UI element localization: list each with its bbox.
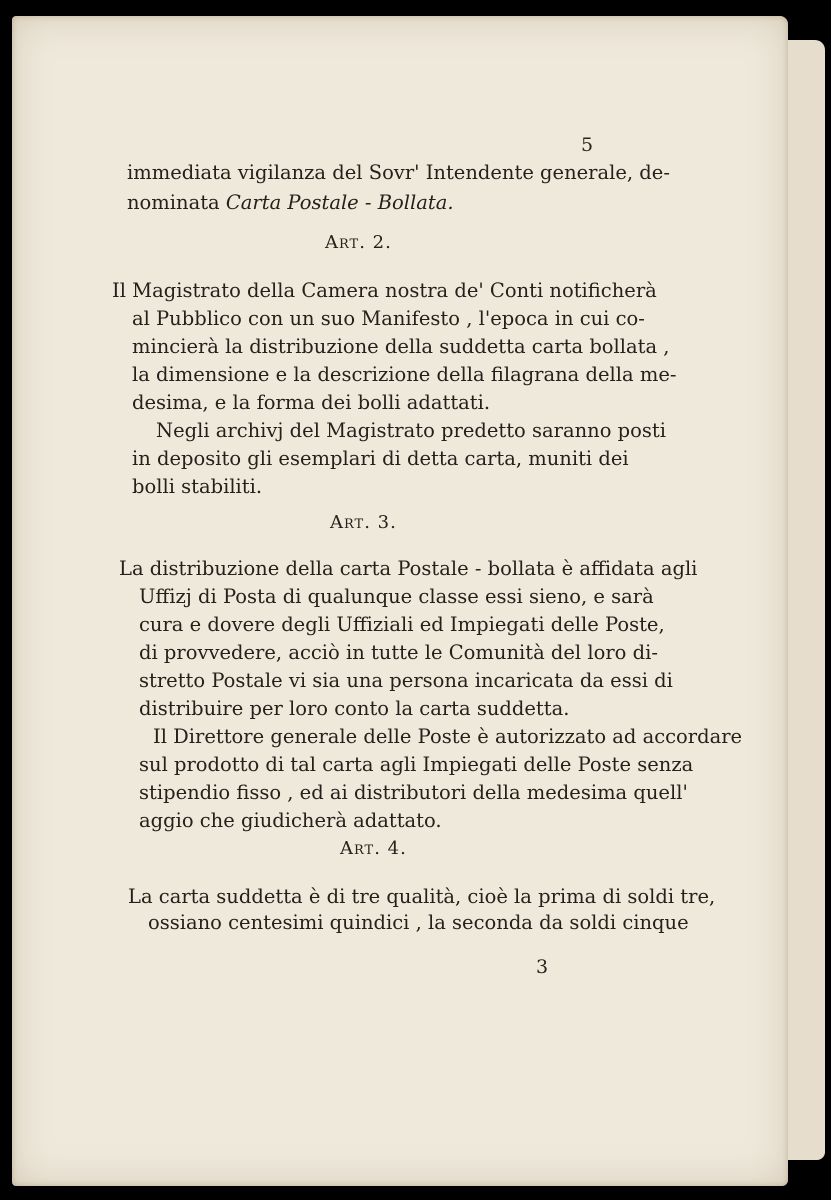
text-line: immediata vigilanza del Sovr' Intendente generale, de- — [127, 161, 670, 184]
signature-mark: 3 — [536, 956, 549, 978]
text-line: di provvedere, acciò in tutte le Comunità del loro di- — [139, 641, 658, 664]
text-span: nominata — [127, 191, 226, 214]
text-line: Uffizj di Posta di qualunque classe essi sieno, e sarà — [139, 585, 654, 608]
text-line: aggio che giudicherà adattato. — [139, 809, 442, 832]
italic-title: Carta Postale - Bollata. — [225, 191, 454, 214]
text-line: desima, e la forma dei bolli adattati. — [132, 391, 491, 414]
text-line: bolli stabiliti. — [132, 475, 263, 498]
text-line: al Pubblico con un suo Manifesto , l'epoca in cui co- — [132, 307, 645, 330]
text-line: cura e dovere degli Uffiziali ed Impiegati delle Poste, — [139, 613, 665, 636]
text-line: in deposito gli esemplari di detta carta, muniti dei — [132, 447, 629, 470]
article-heading: Art. 4. — [340, 838, 407, 859]
text-line: stretto Postale vi sia una persona incaricata da essi di — [139, 669, 673, 692]
text-line: Il Direttore generale delle Poste è autorizzato ad accordare — [153, 725, 743, 748]
text-line: La distribuzione della carta Postale - bollata è affidata agli — [119, 557, 698, 580]
page — [12, 16, 788, 1186]
article-heading: Art. 3. — [330, 512, 397, 533]
text-line: sul prodotto di tal carta agli Impiegati delle Poste senza — [139, 753, 694, 776]
page-number: 5 — [581, 134, 594, 156]
text-line: distribuire per loro conto la carta suddetta. — [139, 697, 570, 720]
text-line: mincierà la distribuzione della suddetta carta bollata , — [132, 335, 670, 358]
article-heading: Art. 2. — [325, 232, 392, 253]
text-line: ossiano centesimi quindici , la seconda da soldi cinque — [148, 911, 689, 934]
text-line: stipendio fisso , ed ai distributori della medesima quell' — [139, 781, 688, 804]
text-line: La carta suddetta è di tre qualità, cioè la prima di soldi tre, — [128, 885, 716, 908]
text-line: Negli archivj del Magistrato predetto saranno posti — [156, 419, 666, 442]
text-line: la dimensione e la descrizione della filagrana della me- — [132, 363, 677, 386]
text-line: Il Magistrato della Camera nostra de' Conti notificherà — [112, 279, 657, 302]
text-line — [127, 190, 454, 216]
